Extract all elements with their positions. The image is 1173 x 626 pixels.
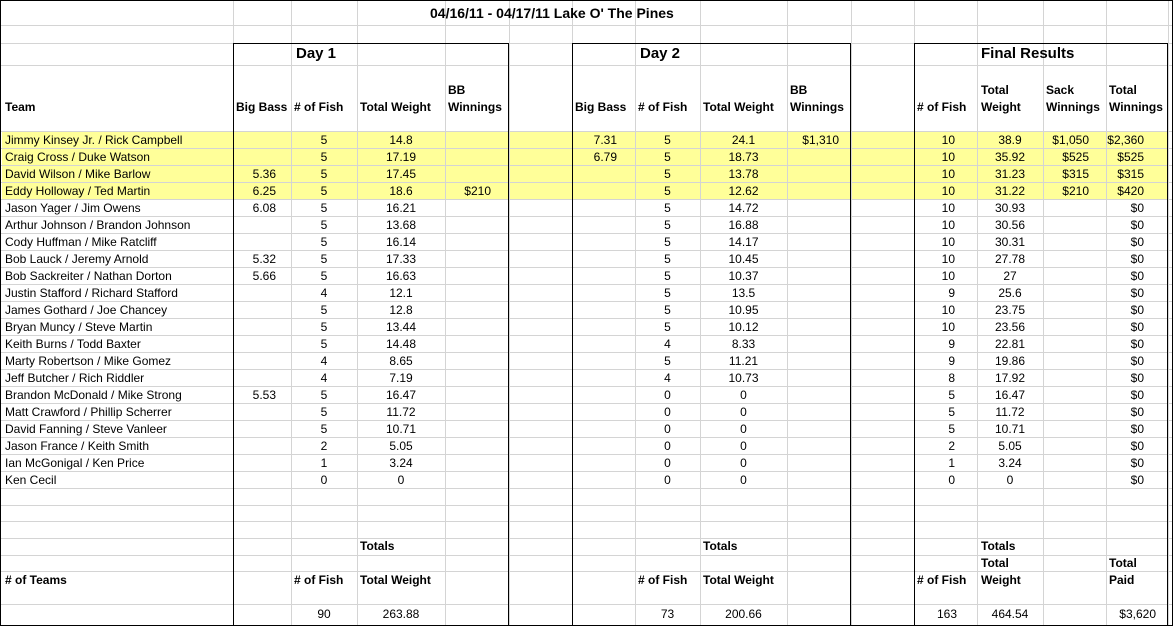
row-d2w-cell: 0 xyxy=(740,405,747,419)
row-fw-cell: 35.92 xyxy=(994,150,1026,164)
day2-bb-header-2: Winnings xyxy=(790,100,844,114)
row-d1w-cell: 17.33 xyxy=(385,252,417,266)
row-d1w-cell: 14.8 xyxy=(389,133,413,147)
row-d2f-cell: 5 xyxy=(664,167,671,181)
row-d2w-cell: 0 xyxy=(740,439,747,453)
row-fw-cell: 30.93 xyxy=(994,201,1026,215)
row-fw-cell: 5.05 xyxy=(998,439,1022,453)
row-team-cell: Keith Burns / Todd Baxter xyxy=(5,337,141,351)
row-team-cell: Jeff Butcher / Rich Riddler xyxy=(5,371,145,385)
row-d2w-cell: 14.72 xyxy=(728,201,759,215)
row-d2f-cell: 0 xyxy=(664,456,671,470)
row-d1w-cell: 17.19 xyxy=(385,150,417,164)
row-team-cell: James Gothard / Joe Chancey xyxy=(5,303,168,317)
row-d1f-cell: 4 xyxy=(320,286,328,300)
row-d2bw-cell: $1,310 xyxy=(802,133,839,147)
row-d1w-cell: 5.05 xyxy=(389,439,413,453)
row-d2w-cell: 10.37 xyxy=(728,269,759,283)
day1-fish-total-label: # of Fish xyxy=(294,573,344,587)
row-ff-cell: 10 xyxy=(941,150,955,164)
row-fw-cell: 0 xyxy=(1006,473,1014,487)
row-fw-cell: 27.78 xyxy=(994,252,1026,266)
row-d2w-cell: 13.78 xyxy=(728,167,759,181)
row-fw-cell: 22.81 xyxy=(994,337,1026,351)
row-d2bb-cell: 6.79 xyxy=(593,150,617,164)
row-d1w-cell: 0 xyxy=(397,473,405,487)
row-d1f-cell: 4 xyxy=(320,371,328,385)
row-d1f-cell: 5 xyxy=(320,167,328,181)
row-ft-cell: $0 xyxy=(1130,337,1144,351)
row-d2f-cell: 5 xyxy=(664,252,671,266)
day1-bigbass-header: Big Bass xyxy=(236,100,288,114)
row-d1bb-cell: 5.66 xyxy=(252,269,276,283)
row-team-cell: Justin Stafford / Richard Stafford xyxy=(5,286,178,300)
row-team-cell: Cody Huffman / Mike Ratcliff xyxy=(5,235,157,249)
row-ff-cell: 5 xyxy=(948,388,955,402)
row-ft-cell: $0 xyxy=(1130,252,1144,266)
row-d2f-cell: 5 xyxy=(664,235,671,249)
row-ff-cell: 10 xyxy=(941,320,955,334)
final-winnings-header-2: Winnings xyxy=(1109,100,1163,114)
row-d2f-cell: 5 xyxy=(664,150,671,164)
row-d2f-cell: 5 xyxy=(664,286,671,300)
final-total-label-1: Total xyxy=(981,556,1009,570)
row-ff-cell: 0 xyxy=(948,473,955,487)
row-d2f-cell: 0 xyxy=(664,473,671,487)
row-team-cell: Ian McGonigal / Ken Price xyxy=(5,456,145,470)
row-d2w-cell: 11.21 xyxy=(728,354,759,368)
row-d1f-cell: 5 xyxy=(320,422,328,436)
final-winnings-header-1: Total xyxy=(1109,83,1137,97)
row-d2f-cell: 5 xyxy=(664,354,671,368)
day1-fish-header: # of Fish xyxy=(294,100,344,114)
row-team-cell: Craig Cross / Duke Watson xyxy=(5,150,150,164)
day2-bigbass-header: Big Bass xyxy=(575,100,627,114)
row-ff-cell: 5 xyxy=(948,422,955,436)
row-d1w-cell: 8.65 xyxy=(389,354,413,368)
row-ft-cell: $420 xyxy=(1117,184,1144,198)
row-fw-cell: 3.24 xyxy=(998,456,1022,470)
row-fw-cell: 16.47 xyxy=(994,388,1026,402)
row-ff-cell: 10 xyxy=(941,235,955,249)
row-d1f-cell: 5 xyxy=(320,235,328,249)
row-d2f-cell: 0 xyxy=(664,439,671,453)
day2-bb-header-1: BB xyxy=(790,83,808,97)
row-fw-cell: 11.72 xyxy=(995,405,1025,419)
row-d1f-cell: 5 xyxy=(320,150,328,164)
row-ff-cell: 9 xyxy=(948,354,955,368)
day2-fish-header: # of Fish xyxy=(638,100,688,114)
row-d2f-cell: 5 xyxy=(664,184,671,198)
row-d1bw-cell: $210 xyxy=(464,184,491,198)
row-ft-cell: $0 xyxy=(1130,269,1144,283)
row-d1f-cell: 5 xyxy=(320,269,328,283)
row-ff-cell: 8 xyxy=(948,371,955,385)
row-fw-cell: 17.92 xyxy=(994,371,1026,385)
day2-fish-total: 73 xyxy=(660,607,675,621)
row-d1w-cell: 16.14 xyxy=(385,235,417,249)
row-ff-cell: 10 xyxy=(941,303,955,317)
row-d2w-cell: 0 xyxy=(740,473,747,487)
row-fw-cell: 23.56 xyxy=(994,320,1026,334)
row-team-cell: David Fanning / Steve Vanleer xyxy=(5,422,167,436)
row-ft-cell: $0 xyxy=(1130,303,1144,317)
row-d2f-cell: 5 xyxy=(664,269,671,283)
row-ff-cell: 1 xyxy=(948,456,955,470)
total-paid-label-1: Total xyxy=(1109,556,1137,570)
row-d2w-cell: 10.95 xyxy=(728,303,759,317)
row-d2f-cell: 5 xyxy=(664,133,671,147)
row-fw-cell: 30.56 xyxy=(994,218,1026,232)
final-total-label-2: Weight xyxy=(981,573,1021,587)
row-ft-cell: $0 xyxy=(1130,422,1144,436)
row-d1w-cell: 16.63 xyxy=(385,269,417,283)
row-d1bb-cell: 6.25 xyxy=(252,184,276,198)
team-header: Team xyxy=(5,100,36,114)
row-d1f-cell: 2 xyxy=(320,439,328,453)
row-team-cell: Arthur Johnson / Brandon Johnson xyxy=(5,218,191,232)
row-d1w-cell: 16.21 xyxy=(385,201,417,215)
row-d1bb-cell: 6.08 xyxy=(252,201,276,215)
row-fw-cell: 31.22 xyxy=(994,184,1026,198)
day1-weight-total-label: Total Weight xyxy=(360,573,431,587)
row-fs-cell: $315 xyxy=(1062,167,1089,181)
row-ft-cell: $525 xyxy=(1117,150,1144,164)
row-ft-cell: $0 xyxy=(1130,473,1144,487)
row-team-cell: David Wilson / Mike Barlow xyxy=(5,167,151,181)
final-total-header-1: Total xyxy=(981,83,1009,97)
row-d2f-cell: 5 xyxy=(664,201,671,215)
row-fw-cell: 38.9 xyxy=(998,133,1022,147)
row-d2w-cell: 0 xyxy=(740,388,747,402)
row-team-cell: Bryan Muncy / Steve Martin xyxy=(5,320,153,334)
row-d1w-cell: 10.71 xyxy=(385,422,417,436)
final-sack-header-1: Sack xyxy=(1046,83,1075,97)
row-d2w-cell: 10.12 xyxy=(728,320,759,334)
row-fw-cell: 31.23 xyxy=(994,167,1026,181)
row-d2f-cell: 0 xyxy=(664,405,671,419)
row-ft-cell: $0 xyxy=(1130,218,1144,232)
row-ff-cell: 10 xyxy=(941,269,955,283)
row-d1f-cell: 5 xyxy=(320,201,328,215)
row-team-cell: Ken Cecil xyxy=(5,473,57,487)
row-d1f-cell: 5 xyxy=(320,133,328,147)
day2-totals-label: Totals xyxy=(703,539,738,553)
row-d2w-cell: 14.17 xyxy=(728,235,759,249)
final-fish-header: # of Fish xyxy=(917,100,967,114)
row-ft-cell: $2,360 xyxy=(1107,133,1144,147)
row-fw-cell: 23.75 xyxy=(994,303,1026,317)
row-d2w-cell: 24.1 xyxy=(731,133,756,147)
final-sack-header-2: Winnings xyxy=(1046,100,1100,114)
row-d1w-cell: 3.24 xyxy=(389,456,413,470)
row-d1w-cell: 13.68 xyxy=(385,218,417,232)
row-ff-cell: 9 xyxy=(948,286,955,300)
day2-weight-header: Total Weight xyxy=(703,100,774,114)
row-fs-cell: $1,050 xyxy=(1052,133,1089,147)
row-d2f-cell: 5 xyxy=(664,303,671,317)
row-team-cell: Marty Robertson / Mike Gomez xyxy=(5,354,172,368)
row-team-cell: Jimmy Kinsey Jr. / Rick Campbell xyxy=(5,133,183,147)
row-ff-cell: 10 xyxy=(941,184,955,198)
day1-bb-header-2: Winnings xyxy=(448,100,502,114)
row-d2w-cell: 0 xyxy=(740,422,747,436)
row-d2w-cell: 16.88 xyxy=(728,218,759,232)
row-d2w-cell: 10.73 xyxy=(728,371,759,385)
row-d1f-cell: 0 xyxy=(320,473,328,487)
row-d2f-cell: 4 xyxy=(664,337,671,351)
row-ft-cell: $0 xyxy=(1130,456,1144,470)
row-team-cell: Brandon McDonald / Mike Strong xyxy=(5,388,182,402)
row-d2w-cell: 12.62 xyxy=(728,184,759,198)
day2-weight-total: 200.66 xyxy=(725,607,762,621)
day1-bb-header-1: BB xyxy=(448,83,466,97)
row-fw-cell: 25.6 xyxy=(998,286,1022,300)
day1-totals-label: Totals xyxy=(360,539,395,553)
row-d1w-cell: 7.19 xyxy=(389,371,413,385)
row-ft-cell: $0 xyxy=(1130,405,1144,419)
day1-weight-total: 263.88 xyxy=(382,607,420,621)
num-teams-label: # of Teams xyxy=(5,573,67,587)
row-d1f-cell: 5 xyxy=(320,320,328,334)
row-d2w-cell: 18.73 xyxy=(728,150,759,164)
row-team-cell: Eddy Holloway / Ted Martin xyxy=(5,184,151,198)
row-ff-cell: 9 xyxy=(948,337,955,351)
row-d2bb-cell: 7.31 xyxy=(593,133,617,147)
row-d2w-cell: 10.45 xyxy=(728,252,759,266)
row-fw-cell: 19.86 xyxy=(994,354,1026,368)
row-ft-cell: $0 xyxy=(1130,439,1144,453)
row-d1bb-cell: 5.36 xyxy=(252,167,276,181)
row-ff-cell: 10 xyxy=(941,252,955,266)
row-d1f-cell: 5 xyxy=(320,252,328,266)
row-team-cell: Bob Sackreiter / Nathan Dorton xyxy=(5,269,172,283)
row-d1w-cell: 14.48 xyxy=(385,337,417,351)
final-weight-total: 464.54 xyxy=(991,607,1029,621)
row-d2f-cell: 5 xyxy=(664,320,671,334)
final-totals-label: Totals xyxy=(981,539,1016,553)
final-fish-total-label: # of Fish xyxy=(917,573,967,587)
row-ft-cell: $0 xyxy=(1130,201,1144,215)
row-team-cell: Jason France / Keith Smith xyxy=(5,439,150,453)
row-d1f-cell: 5 xyxy=(320,218,328,232)
row-d1f-cell: 5 xyxy=(320,303,328,317)
row-d2f-cell: 5 xyxy=(664,218,671,232)
row-d1f-cell: 5 xyxy=(320,405,328,419)
row-d1w-cell: 11.72 xyxy=(386,405,416,419)
row-ff-cell: 2 xyxy=(948,439,955,453)
total-paid-value: $3,620 xyxy=(1119,607,1156,621)
row-ff-cell: 5 xyxy=(948,405,955,419)
day2-fish-total-label: # of Fish xyxy=(638,573,688,587)
sheet-title: 04/16/11 - 04/17/11 Lake O' The Pines xyxy=(430,5,674,21)
day1-fish-total: 90 xyxy=(317,607,331,621)
row-d2w-cell: 0 xyxy=(740,456,747,470)
total-paid-label-2: Paid xyxy=(1109,573,1135,587)
row-d1bb-cell: 5.53 xyxy=(252,388,276,402)
row-ft-cell: $0 xyxy=(1130,388,1144,402)
row-d1f-cell: 5 xyxy=(320,388,328,402)
row-ff-cell: 10 xyxy=(941,133,955,147)
day1-header: Day 1 xyxy=(296,45,337,62)
row-d1w-cell: 12.1 xyxy=(389,286,413,300)
row-d2f-cell: 0 xyxy=(664,388,671,402)
row-d1w-cell: 18.6 xyxy=(389,184,413,198)
row-fw-cell: 30.31 xyxy=(994,235,1026,249)
row-d1f-cell: 5 xyxy=(320,184,328,198)
row-ft-cell: $0 xyxy=(1130,354,1144,368)
row-d1f-cell: 1 xyxy=(320,456,328,470)
row-d1f-cell: 5 xyxy=(320,337,328,351)
row-ff-cell: 10 xyxy=(941,167,955,181)
row-d1w-cell: 17.45 xyxy=(385,167,417,181)
row-d1f-cell: 4 xyxy=(320,354,328,368)
day1-weight-header: Total Weight xyxy=(360,100,431,114)
row-ff-cell: 10 xyxy=(941,218,955,232)
row-fw-cell: 27 xyxy=(1003,269,1017,283)
row-team-cell: Matt Crawford / Phillip Scherrer xyxy=(5,405,172,419)
row-d1w-cell: 13.44 xyxy=(385,320,417,334)
row-ft-cell: $0 xyxy=(1130,286,1144,300)
row-d1bb-cell: 5.32 xyxy=(252,252,276,266)
row-d2f-cell: 0 xyxy=(664,422,671,436)
row-fs-cell: $525 xyxy=(1062,150,1089,164)
day2-weight-total-label: Total Weight xyxy=(703,573,774,587)
row-ft-cell: $0 xyxy=(1130,235,1144,249)
row-team-cell: Bob Lauck / Jeremy Arnold xyxy=(5,252,149,266)
row-d2f-cell: 4 xyxy=(664,371,671,385)
row-ft-cell: $0 xyxy=(1130,371,1144,385)
row-team-cell: Jason Yager / Jim Owens xyxy=(5,201,141,215)
row-ff-cell: 10 xyxy=(941,201,955,215)
row-fs-cell: $210 xyxy=(1062,184,1089,198)
row-fw-cell: 10.71 xyxy=(994,422,1026,436)
final-fish-total: 163 xyxy=(936,607,957,621)
row-d2w-cell: 13.5 xyxy=(731,286,756,300)
day2-header: Day 2 xyxy=(640,45,681,62)
row-ft-cell: $0 xyxy=(1130,320,1144,334)
row-d1w-cell: 12.8 xyxy=(389,303,413,317)
final-header: Final Results xyxy=(981,45,1075,62)
final-total-header-2: Weight xyxy=(981,100,1021,114)
row-d2w-cell: 8.33 xyxy=(731,337,756,351)
row-d1w-cell: 16.47 xyxy=(385,388,417,402)
row-ft-cell: $315 xyxy=(1117,167,1144,181)
